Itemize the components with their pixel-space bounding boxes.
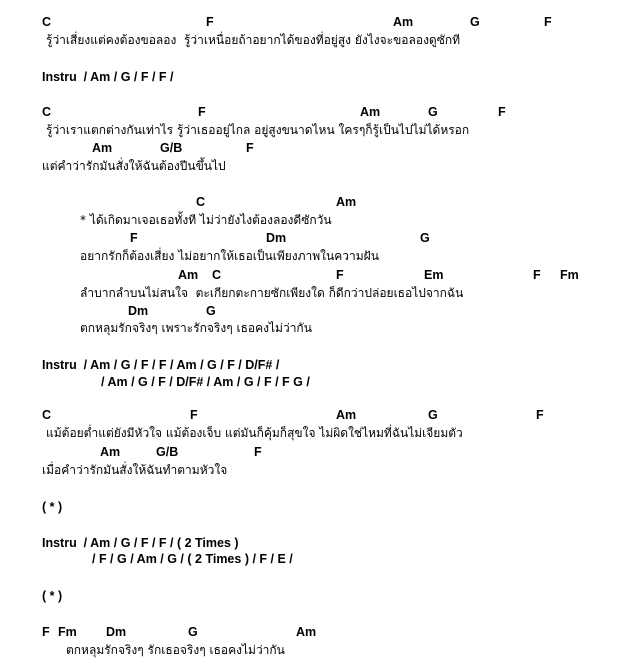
chord: F: [190, 408, 198, 422]
lyric-line: อยากรักก็ต้องเสี่ยง ไม่อยากให้เธอเป็นเพียงภาพในความฝัน: [80, 249, 379, 263]
chord: G: [420, 231, 430, 245]
chord: F: [544, 15, 552, 29]
chord: Em: [424, 268, 444, 282]
chord: C: [42, 105, 52, 119]
lyric-line: ตกหลุมรักจริงๆ รักเธอจริงๆ เธอคงไม่ว่ากัน: [66, 643, 285, 657]
chord: F: [536, 408, 544, 422]
chord: Am: [336, 195, 357, 209]
lyric-line: ลำบากลำบนไม่สนใจ ตะเกียกตะกายซักเพียงใด ก็ดีกว่าปล่อยเธอไปจากฉัน: [80, 286, 464, 300]
chord: Am: [92, 141, 113, 155]
lyric-line: แต่คำว่ารักมันสั่งให้ฉันต้องปีนขึ้นไป: [42, 159, 226, 173]
instrumental-line: Instru / Am / G / F / F / ( 2 Times ): [42, 536, 239, 550]
chord: C: [196, 195, 206, 209]
instrumental-line: Instru / Am / G / F / F / Am / G / F / D/F# /: [42, 358, 280, 372]
chord: F: [42, 625, 50, 639]
chord: C: [42, 15, 52, 29]
lyric-line: รู้ว่าเสี่ยงแต่คงต้องขอลอง รู้ว่าเหนื่อยถ้าอยากได้ของที่อยู่สูง ยังไงจะขอลองดูซักที: [46, 33, 461, 47]
chord: Am: [296, 625, 317, 639]
chord: F: [130, 231, 138, 245]
chord: F: [336, 268, 344, 282]
chord: Fm: [560, 268, 579, 282]
instrumental-line: / Am / G / F / D/F# / Am / G / F / F G /: [101, 375, 310, 389]
chord: Am: [100, 445, 121, 459]
chord: F: [498, 105, 506, 119]
chord: G: [188, 625, 198, 639]
chord: C: [212, 268, 222, 282]
lyric-line: ตกหลุมรักจริงๆ เพราะรักจริงๆ เธอคงไม่ว่ากัน: [80, 321, 312, 335]
chord: Dm: [266, 231, 287, 245]
lyric-line: รู้ว่าเราแตกต่างกันเท่าไร รู้ว่าเธออยู่ไกล อยู่สูงขนาดไหน ใครๆก็รู้เป็นไปไม่ได้หรอก: [46, 123, 470, 137]
chord: Am: [336, 408, 357, 422]
chord: F: [198, 105, 206, 119]
lyric-line: แม้ต้อยต่ำแต่ยังมีหัวใจ แม้ต้องเจ็บ แต่มันก็คุ้มก็สุขใจ ไม่ผิดใช่ไหมที่ฉันไม่เจียมตัว: [46, 426, 463, 440]
chord: Am: [393, 15, 414, 29]
chord: Am: [360, 105, 381, 119]
chord: G: [428, 408, 438, 422]
chord: Am: [178, 268, 199, 282]
chord: G: [206, 304, 216, 318]
chord: Dm: [128, 304, 149, 318]
chord: G: [428, 105, 438, 119]
chord: G/B: [156, 445, 179, 459]
chord: G: [470, 15, 480, 29]
instrumental-line: / F / G / Am / G / ( 2 Times ) / F / E /: [92, 552, 293, 566]
chord: F: [206, 15, 214, 29]
chord: Fm: [58, 625, 77, 639]
chord: F: [254, 445, 262, 459]
chord: F: [533, 268, 541, 282]
chord: C: [42, 408, 52, 422]
lyric-line: เมื่อคำว่ารักมันสั่งให้ฉันทำตามหัวใจ: [42, 463, 228, 477]
chord: Dm: [106, 625, 127, 639]
chorus-repeat: ( * ): [42, 589, 63, 603]
lyric-line: * ได้เกิดมาเจอเธอทั้งที ไม่ว่ายังไงต้องลองดีซักวัน: [80, 213, 332, 227]
chord: G/B: [160, 141, 183, 155]
chord: F: [246, 141, 254, 155]
instrumental-line: Instru / Am / G / F / F /: [42, 70, 174, 84]
chorus-repeat: ( * ): [42, 500, 63, 514]
